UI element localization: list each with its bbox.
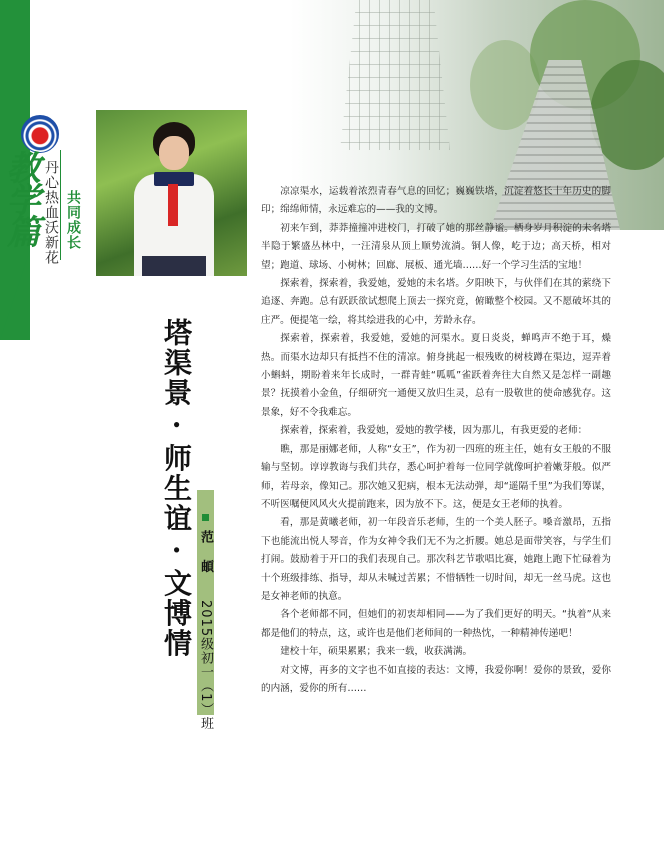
author-block [197, 514, 214, 730]
left-green-wedge [0, 250, 30, 340]
paragraph: 对文博，再多的文字也不如直接的表达：文博，我爱你啊！爱你的景致，爱你的内涵，爱你的所有…… [261, 664, 611, 694]
article-title: 塔渠景 · 师生谊 · 文博情 [160, 318, 193, 659]
paragraph: 初来乍到，莽莽撞撞冲进校门，打破了她的那丝静谧。栖身岁月积淀的未名塔半隐于繁盛丛林中，一汪清泉从顶上顺势流淌。铜人像，屹于边；高天桥，相对望；跑道、球场、小树林；回廊、展板、通光墙……好一个学习生活的宝地！ [261, 222, 611, 271]
author-marker-icon [202, 514, 209, 521]
column-subtitle: 丹心热血沃新花 [43, 160, 59, 265]
paragraph: 瞧，那是丽娜老师，人称“女王”，作为初一四班的班主任，她有女王般的不服输与坚韧。谆谆教诲与我们共存，悉心呵护着每一位同学就像呵护着嫩芽般。似严师，若母亲，像知己。那次她又犯病，根本无法动弹，却“遥隔千里”为我们筹谋，不听医嘱便风风火火提前跑来，因为放不下。这，便是女王老师的执着。 [261, 443, 611, 510]
section-label: 共同成长 [65, 190, 81, 250]
paragraph: 探索着，探索着，我爱她，爱她的河渠水。夏日炎炎，蝉鸣声不绝于耳，燥热。而渠水边却只有抵挡不住的清凉。俯身挑起一根残败的树枝蹲在渠边，逗弄着小蝌蚪，期盼着来年长成时，一群青蛙“呱呱”雀跃着奔往大自然又是怎样一副趣景？抚摸着小金鱼，仔细研究一通便又放归生灵，总有一股敬世的使命感犹存。这景象，好不令我难忘。 [261, 333, 611, 418]
paragraph: 探索着，探索着，我爱她，爱她的未名塔。夕阳映下，与伙伴们在其的萦绕下追逐、奔跑。总有跃跃欲试想爬上顶去一探究竟，俯瞰整个校园。又不愿破坏其的庄严。便提笔一绘，将其绘进我的心中，芳龄永存。 [261, 278, 611, 326]
author-class: 2015级初一（1）班 [198, 599, 213, 731]
paragraph: 凉凉渠水，运载着浓烈青春气息的回忆；巍巍铁塔，沉淀着悠长十年历史的脚印；绵绵师情，永远难忘的——我的文博。 [261, 186, 611, 216]
paragraph: 各个老师都不同，但她们的初衷却相同——为了我们更好的明天。“执着”从来都是他们的特点，这，或许也是他们老师间的一种热忱，一种精神传递吧！ [261, 609, 611, 639]
column-title: 教学篇 [0, 150, 40, 246]
student-photo [96, 110, 247, 276]
article-body [261, 183, 611, 698]
paragraph: 建校十年，硕果累累；我来一载，收获满满。 [280, 646, 473, 658]
sidebar-divider [60, 150, 61, 260]
tower-sculpture-shape [340, 0, 450, 150]
paragraph: 看，那是黄曦老师，初一年段音乐老师，生的一个美人胚子。嗓音激昂，五指下也能流出悦人琴音，作为女神令我们无不为之折腰。她总是面带笑容，与学生们打闹。鼓励着于开口的我们表现自己。那次科艺节歌唱比赛，她跑上跑下忙碌着为十个班级排练、指导，却从未喊过苦累；不惜牺牲一切时间，却无一丝马虎。这也是女神老师的执意。 [261, 517, 611, 602]
paragraph: 探索着，探索着，我爱她，爱她的教学楼，因为那儿，有我更爱的老师： [280, 425, 588, 437]
author-name: 范 頔 [198, 530, 213, 579]
school-logo-icon [21, 115, 59, 153]
